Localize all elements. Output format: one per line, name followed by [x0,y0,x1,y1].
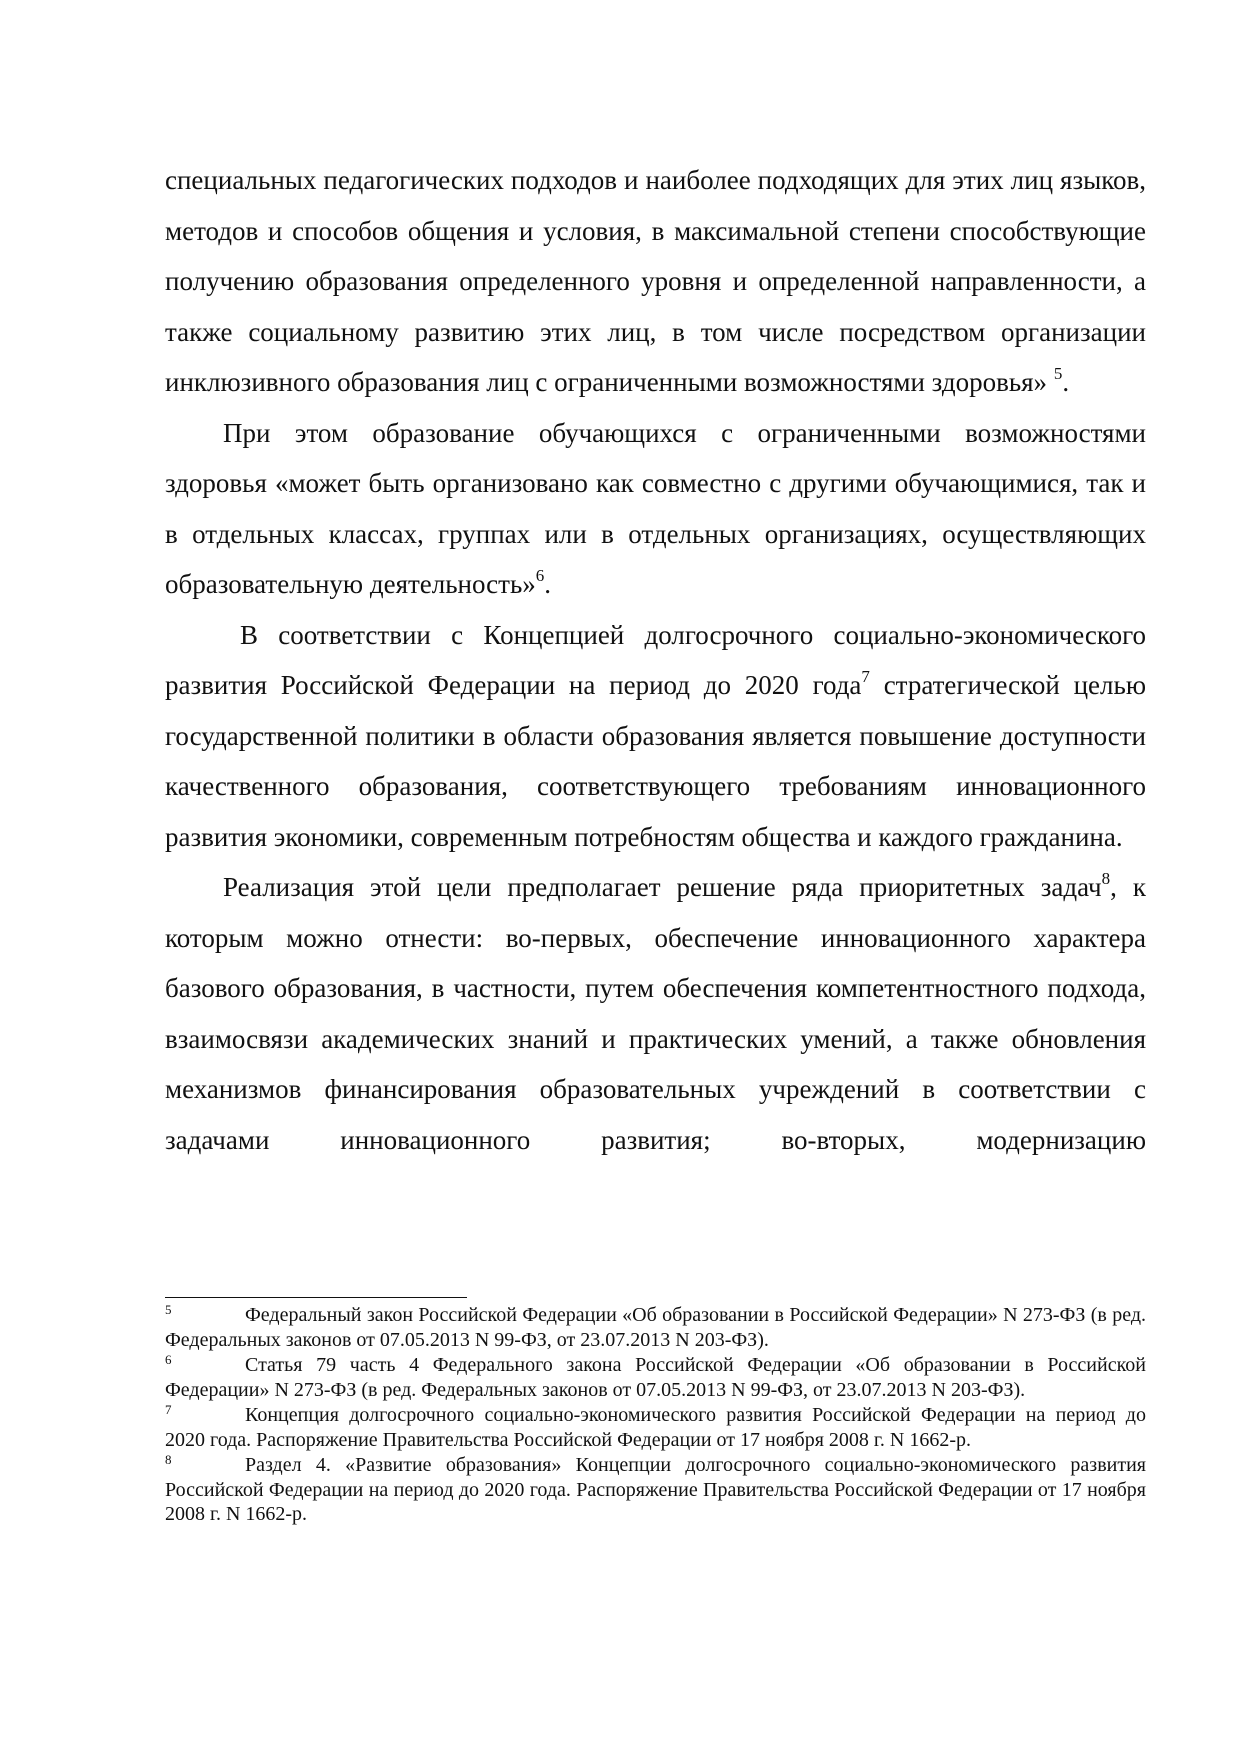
footnote-text: Раздел 4. «Развитие образования» Концепции долгосрочного социально-экономического развития Российской Федерации на период до 2020 года. Распоряжение Правительства Российской Федерации от 17 ноября 2008 г. N 1662-р. [165,1454,1146,1525]
footnote-5: 5 Федеральный закон Российской Федерации «Об образовании в Российской Федерации» N 273-ФЗ (в ред. Федеральных законов от 07.05.2013 N 99-ФЗ, от 23.07.2013 N 203-ФЗ). [165,1302,1146,1351]
paragraph-1 [165,155,1146,408]
paragraph-tail: . [544,569,552,599]
footnote-8: 8 Раздел 4. «Развитие образования» Концепции долгосрочного социально-экономического развития Российской Федерации на период до 2020 года. Распоряжение Правительства Российской Федерации от 17 ноября 2008 г. N 1662-р. [165,1452,1146,1525]
footnote-text: Статья 79 часть 4 Федерального закона Российской Федерации «Об образовании в Российской Федерации» N 273-ФЗ (в ред. Федеральных законов от 07.05.2013 N 99-ФЗ, от 23.07.2013 N 203-ФЗ). [165,1354,1146,1401]
footnote-ref-7[interactable]: 7 [861,667,870,686]
footnote-text: Федеральный закон Российской Федерации «Об образовании в Российской Федерации» N 273-ФЗ (в ред. Федеральных законов от 07.05.2013 N 99-ФЗ, от 23.07.2013 N 203-ФЗ). [165,1304,1146,1351]
footnote-ref-8[interactable]: 8 [1101,869,1111,888]
footnote-7: 7 Концепция долгосрочного социально-экономического развития Российской Федерации на период до 2020 года. Распоряжение Правительства Российской Федерации от 17 ноября 2008 г. N 1662-р. [165,1402,1146,1451]
paragraph-text: В соответствии с Концепцией долгосрочного социально-экономического развития Российской Федерации на период до 2020 года [165,619,1146,700]
paragraph-tail: стратегической целью государственной политики в области образования является повышение доступности качественного образования, соответствующего требованиям инновационного развития экономики, современным потребностям общества и каждого гражданина. [165,670,1146,852]
footnote-ref-6[interactable]: 6 [535,566,545,585]
footnote-text: Концепция долгосрочного социально-экономического развития Российской Федерации на период до 2020 года. Распоряжение Правительства Российской Федерации от 17 ноября 2008 г. N 1662-р. [165,1404,1146,1451]
footnotes-section [165,1303,1146,1528]
main-text [165,155,1146,1165]
footnote-6: 6 Статья 79 часть 4 Федерального закона Российской Федерации «Об образовании в Российской Федерации» N 273-ФЗ (в ред. Федеральных законов от 07.05.2013 N 99-ФЗ, от 23.07.2013 N 203-ФЗ). [165,1352,1146,1401]
paragraph-text: При этом образование обучающихся с ограниченными возможностями здоровья «может быть организовано как совместно с другими обучающимися, так и в отдельных классах, группах или в отдельных организациях, осуществляющих образовательную деятельность» [165,417,1146,599]
paragraph-3 [165,610,1146,863]
footnote-separator [165,1297,467,1298]
paragraph-tail: . [1062,367,1070,397]
paragraph-text: Реализация этой цели предполагает решение ряда приоритетных задач [223,872,1102,902]
paragraph-4 [165,862,1146,1165]
paragraph-tail: , к которым можно отнести: во-первых, обеспечение инновационного характера базового образования, в частности, путем обеспечения компетентностного подхода, взаимосвязи академических знаний и практических умений, а также обновления механизмов финансирования образовательных учреждений в соответствии с задачами инновационного развития; во-вторых, модернизацию [165,872,1146,1155]
paragraph-2 [165,408,1146,610]
paragraph-text: специальных педагогических подходов и наиболее подходящих для этих лиц языков, методов и способов общения и условия, в максимальной степени способствующие получению образования определенного уровня и определенной направленности, а также социальному развитию этих лиц, в том числе посредством организации инклюзивного образования лиц с ограниченными возможностями здоровья» [165,165,1146,397]
footnote-ref-5[interactable]: 5 [1053,364,1063,383]
